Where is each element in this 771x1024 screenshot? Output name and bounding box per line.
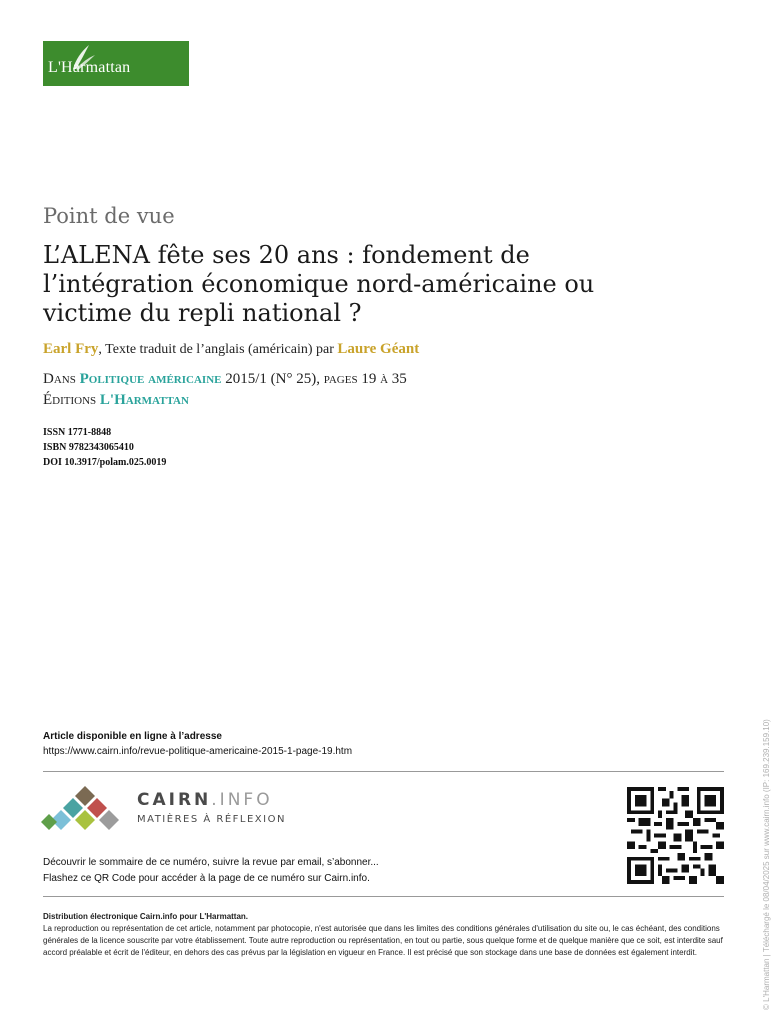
legal-notice [43,911,724,959]
qr-code[interactable] [627,787,724,884]
legal-body: La reproduction ou représentation de cet article, notamment par photocopie, n'est autorisée que dans les limites des conditions générales d'utilisation du site ou, le cas échéant, des conditions générales de la licence souscrite par votre établissement. Toute autre reproduction ou représentation, en tout ou partie, sous quelque forme et de quelque manière que ce soit, est interdite sauf accord préalable et écrit de l'éditeur, en dehors des cas prévus par la législation en vigueur en France. Il est précisé que son stockage dans une base de données est également interdit. [43,924,723,957]
discover-line-2: Flashez ce QR Code pour accéder à la page de ce numéro sur Cairn.info. [43,873,370,884]
pages: , pages 19 à 35 [316,371,407,387]
discover-line-1: Découvrir le sommaire de ce numéro, suivre la revue par email, s’abonner... [43,857,379,868]
in-label: Dans [43,371,76,387]
editions-label: Éditions [43,392,97,408]
translation-note: , Texte traduit de l’anglais (américain) par [98,342,334,357]
logo-text: L'Harmattan [48,59,131,76]
article-url-link[interactable]: https://www.cairn.info/revue-politique-americaine-2015-1-page-19.htm [43,746,353,757]
legal-heading: Distribution électronique Cairn.info pour L'Harmattan. [43,912,249,921]
translator-link[interactable]: Laure Géant [337,341,420,357]
editions-line [43,390,407,411]
availability [43,729,352,759]
identifiers [43,425,166,470]
isbn: ISBN 9782343065410 [43,442,134,453]
divider-bottom [43,896,724,897]
side-download-note: © L'Harmattan | Téléchargé le 08/04/2025 sur www.cairn.info (IP: 169.239.159.10) [762,719,771,1010]
divider-top [43,771,724,772]
article-title: L’ALENA fête ses 20 ans : fondement de l’intégration économique nord-américaine ou victime du repli national ? [43,241,595,327]
doi: DOI 10.3917/polam.025.0019 [43,457,167,468]
issue: 2015/1 (N° 25) [225,371,317,387]
journal-link[interactable]: Politique américaine [79,371,222,387]
rubric: Point de vue [43,204,175,228]
author-link[interactable]: Earl Fry [43,341,99,357]
source-info [43,369,407,411]
publisher-logo [43,41,189,86]
cairn-wordmark: CAIRN.INFO [137,790,273,810]
issn: ISSN 1771-8848 [43,427,112,438]
authors-line [43,341,419,358]
availability-label: Article disponible en ligne à l’adresse [43,731,222,742]
discover-text [43,855,379,887]
cairn-logo-icon [43,784,127,836]
publisher-link[interactable]: L'Harmattan [99,392,189,408]
cairn-tagline: MATIÈRES À RÉFLEXION [137,814,286,825]
journal-line [43,369,407,390]
